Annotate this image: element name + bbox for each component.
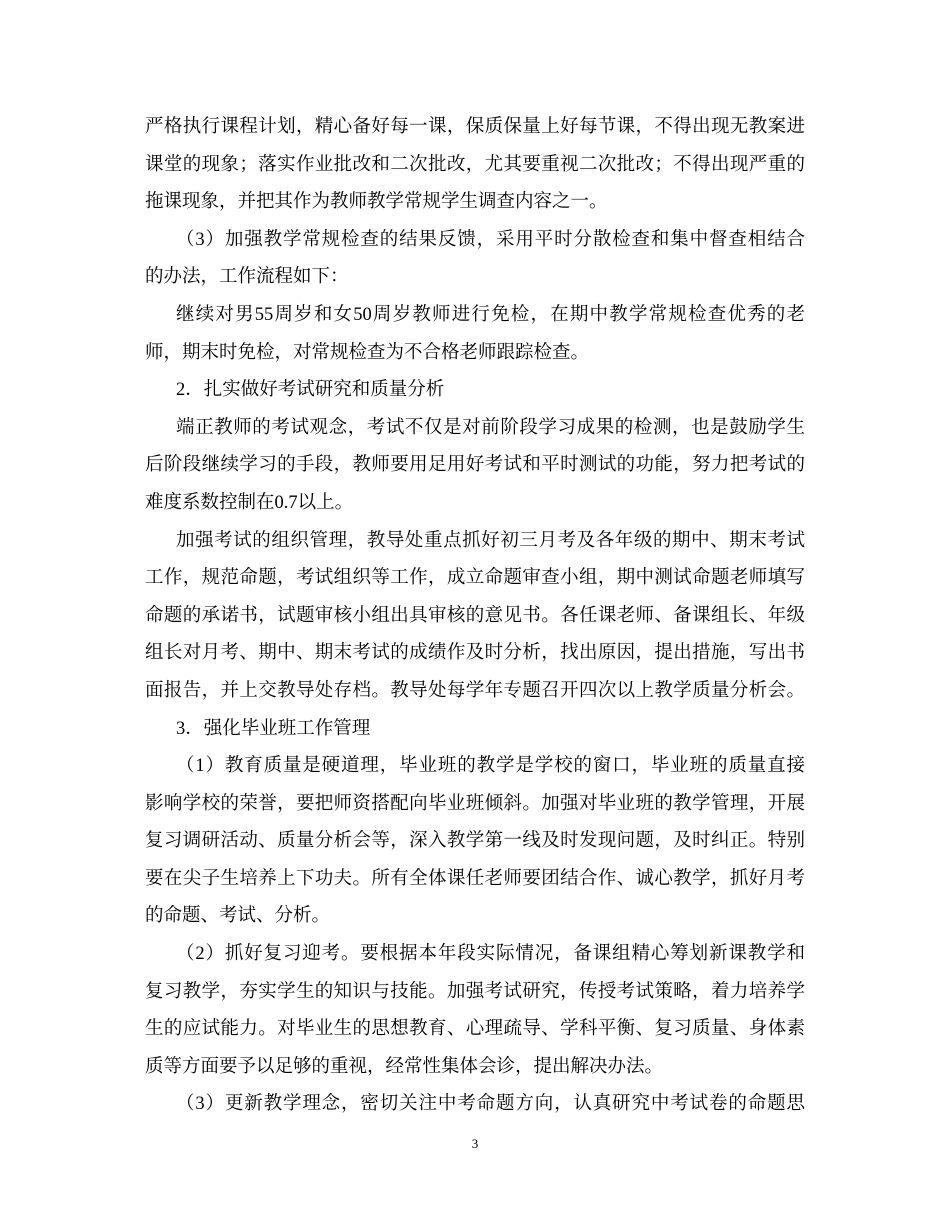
text-line: （1）教育质量是硬道理，毕业班的教学是学校的窗口，毕业班的质量直接: [176, 756, 805, 777]
section-heading: 3．强化毕业班工作管理: [176, 718, 371, 739]
text-line: 后阶段继续学习的手段，教师要用足用好考试和平时测试的功能，努力把考试的: [145, 455, 805, 476]
text-line: 拖课现象，并把其作为教师教学常规学生调查内容之一。: [145, 192, 608, 213]
text-line: 影响学校的荣誉，要把师资搭配向毕业班倾斜。加强对毕业班的教学管理，开展: [145, 793, 805, 814]
paragraph-exam-management: [145, 523, 805, 711]
paragraph-continued: [145, 109, 805, 222]
paragraph-exam-concept: [145, 410, 805, 523]
text-line: （3）更新教学理念，密切关注中考命题方向，认真研究中考试卷的命题思: [176, 1094, 805, 1115]
text-line: 质等方面要予以足够的重视，经常性集体会诊，提出解决办法。: [145, 1056, 664, 1077]
section-heading-exam-research: [145, 372, 805, 410]
page-number: 3: [471, 1136, 479, 1151]
text-line: （3）加强教学常规检查的结果反馈，采用平时分散检查和集中督查相结合: [176, 229, 805, 250]
text-line: 继续对男55周岁和女50周岁教师进行免检，在期中教学常规检查优秀的老: [176, 304, 805, 325]
text-line: 生的应试能力。对毕业生的思想教育、心理疏导、学科平衡、复习质量、身体素: [145, 1019, 805, 1040]
text-line: 命题的承诺书，试题审核小组出具审核的意见书。各任课老师、备课组长、年级: [145, 605, 805, 626]
text-line: 难度系数控制在0.7以上。: [145, 492, 354, 513]
text-line: 要在尖子生培养上下功夫。所有全体课任老师要团结合作、诚心教学，抓好月考: [145, 868, 805, 889]
text-line: 面报告，并上交教导处存档。教导处每学年专题召开四次以上教学质量分析会。: [145, 680, 805, 701]
text-line: 端正教师的考试观念，考试不仅是对前阶段学习成果的检测，也是鼓励学生: [176, 417, 805, 438]
paragraph-review-exams: [145, 936, 805, 1086]
text-line: 复习调研活动、质量分析会等，深入教学第一线及时发现问题，及时纠正。特别: [145, 831, 805, 852]
text-line: 加强考试的组织管理，教导处重点抓好初三月考及各年级的期中、期末考试: [176, 530, 805, 551]
text-line: 复习教学，夯实学生的知识与技能。加强考试研究，传授考试策略，着力培养学: [145, 981, 805, 1002]
text-line: 组长对月考、期中、期末考试的成绩作及时分析，找出原因，提出措施，写出书: [145, 643, 805, 664]
paragraph-inspection-feedback: [145, 222, 805, 297]
section-heading-graduating-class: [145, 711, 805, 749]
text-line: （2）抓好复习迎考。要根据本年段实际情况，备课组精心筹划新课教学和: [176, 944, 805, 965]
paragraph-education-quality: [145, 748, 805, 936]
document-body: [145, 109, 805, 1124]
section-heading: 2．扎实做好考试研究和质量分析: [176, 380, 445, 401]
text-line: 的办法，工作流程如下：: [145, 267, 349, 288]
text-line: 课堂的现象；落实作业批改和二次批改，尤其要重视二次批改；不得出现严重的: [145, 154, 805, 175]
text-line: 工作，规范命题，考试组织等工作，成立命题审查小组，期中测试命题老师填写: [145, 568, 805, 589]
text-line: 的命题、考试、分析。: [145, 906, 331, 927]
text-line: 严格执行课程计划，精心备好每一课，保质保量上好每节课，不得出现无教案进: [145, 117, 805, 137]
paragraph-exemption: [145, 297, 805, 372]
paragraph-teaching-philosophy: [145, 1086, 805, 1124]
text-line: 师，期末时免检，对常规检查为不合格老师跟踪检查。: [145, 342, 590, 363]
